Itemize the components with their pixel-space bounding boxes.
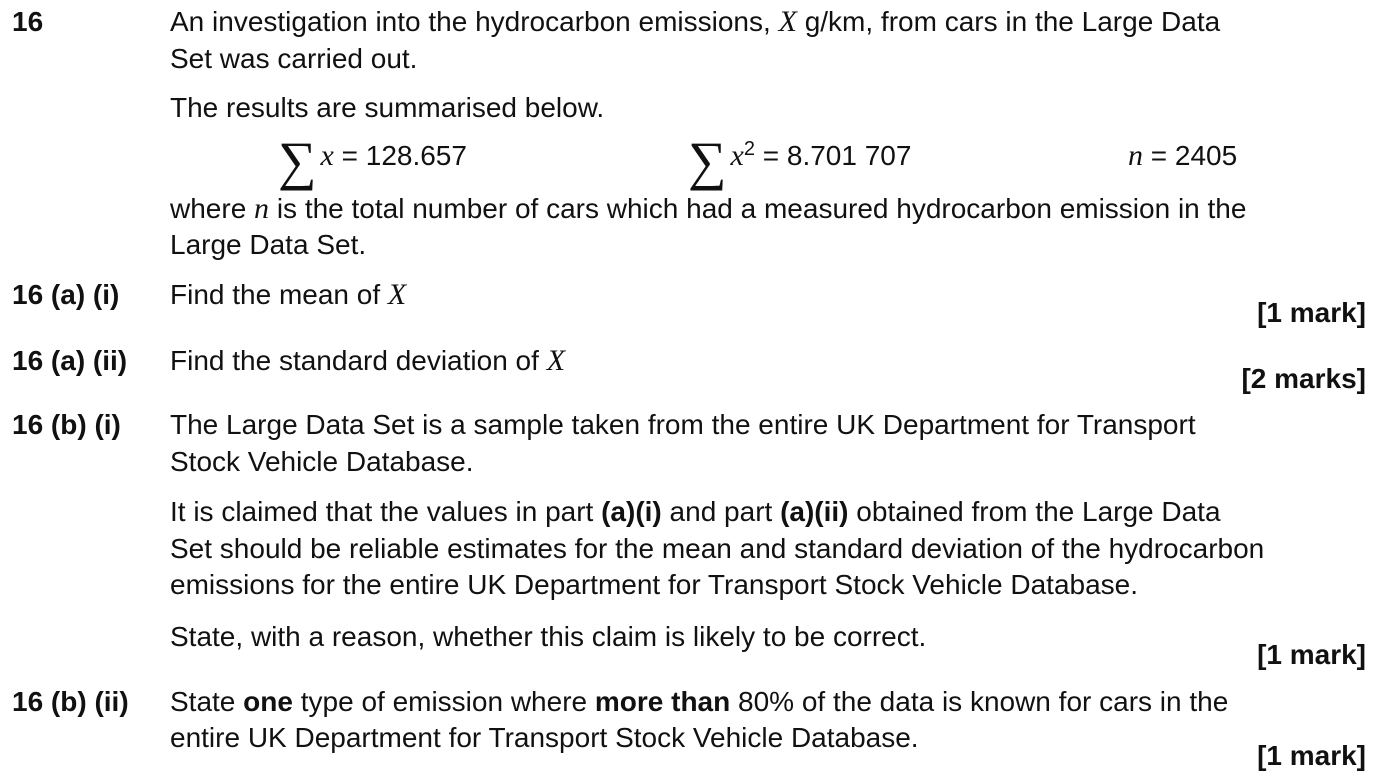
n-variable: n [1128,139,1143,172]
sum-x-value: = 128.657 [341,140,467,171]
intro-line-1 [170,4,1220,40]
where-post: is the total number of cars which had a measured hydrocarbon emission in the [276,193,1247,224]
claim-text-e: obtained from the Large Data [856,496,1221,527]
claim-text-c: and part [669,496,773,527]
b-ii-text-3: type of emission where [300,686,588,717]
sum-x2-variable: x [730,139,744,172]
where-line-2: Large Data Set. [170,229,367,260]
sum-x2-stat [688,131,912,191]
part-a-ii-marks: [2 marks] [1241,363,1366,394]
where-pre: where [170,193,247,224]
intro-line-2: Set was carried out. [170,43,418,74]
b-ii-text-5: 80% of the data is known for cars in the [738,686,1229,717]
part-a-i-variable: X [387,278,407,311]
sum-x-stat [278,131,467,191]
intro-text-post: g/km, from cars in the Large Data [804,6,1221,37]
part-a-ii-text [170,343,565,379]
part-b-ii-marks: [1 mark] [1257,740,1366,771]
part-b-i-label: 16 (b) (i) [12,409,121,440]
part-b-i-line-2: Stock Vehicle Database. [170,446,474,477]
part-b-ii-line-1 [170,684,1228,720]
claim-text-a: It is claimed that the values in part [170,496,594,527]
part-a-i-text [170,277,406,313]
part-a-i-prompt: Find the mean of [170,279,381,310]
intro-text-pre: An investigation into the hydrocarbon emissions, [170,6,771,37]
sum-x-variable: x [320,139,334,172]
n-value: = 2405 [1150,140,1238,171]
b-ii-text-1: State [170,686,236,717]
part-a-i-marks: [1 mark] [1257,297,1366,328]
part-a-ii-prompt: Find the standard deviation of [170,345,539,376]
sigma-icon: ∑ [278,131,317,191]
part-b-ii-label: 16 (b) (ii) [12,686,129,717]
where-variable: n [254,192,270,225]
variable-x: X [778,5,797,38]
summary-line: The results are summarised below. [170,92,605,123]
claim-ref-a-i: (a)(i) [601,496,662,527]
sum-x2-exponent: 2 [743,138,755,160]
question-number: 16 [12,6,44,37]
claim-ref-a-ii: (a)(ii) [780,496,849,527]
n-stat [1128,138,1237,174]
b-ii-emphasis-more-than: more than [594,686,731,717]
part-b-i-claim-line-1 [170,494,1221,530]
part-b-i-claim-line-2: Set should be reliable estimates for the mean and standard deviation of the hydrocarbon [170,533,1265,564]
where-line-1 [170,191,1246,227]
part-b-i-instruction: State, with a reason, whether this claim is likely to be correct. [170,621,927,652]
part-a-ii-label: 16 (a) (ii) [12,345,128,376]
part-b-i-claim-line-3: emissions for the entire UK Department for Transport Stock Vehicle Database. [170,569,1139,600]
part-a-ii-variable: X [546,344,566,377]
part-b-i-marks: [1 mark] [1257,639,1366,670]
sum-x2-value: = 8.701 707 [762,140,912,171]
part-a-i-label: 16 (a) (i) [12,279,120,310]
sigma-icon: ∑ [688,131,727,191]
part-b-i-line-1: The Large Data Set is a sample taken from the entire UK Department for Transport [170,409,1196,440]
b-ii-emphasis-one: one [243,686,293,717]
part-b-ii-line-2: entire UK Department for Transport Stock Vehicle Database. [170,722,919,753]
